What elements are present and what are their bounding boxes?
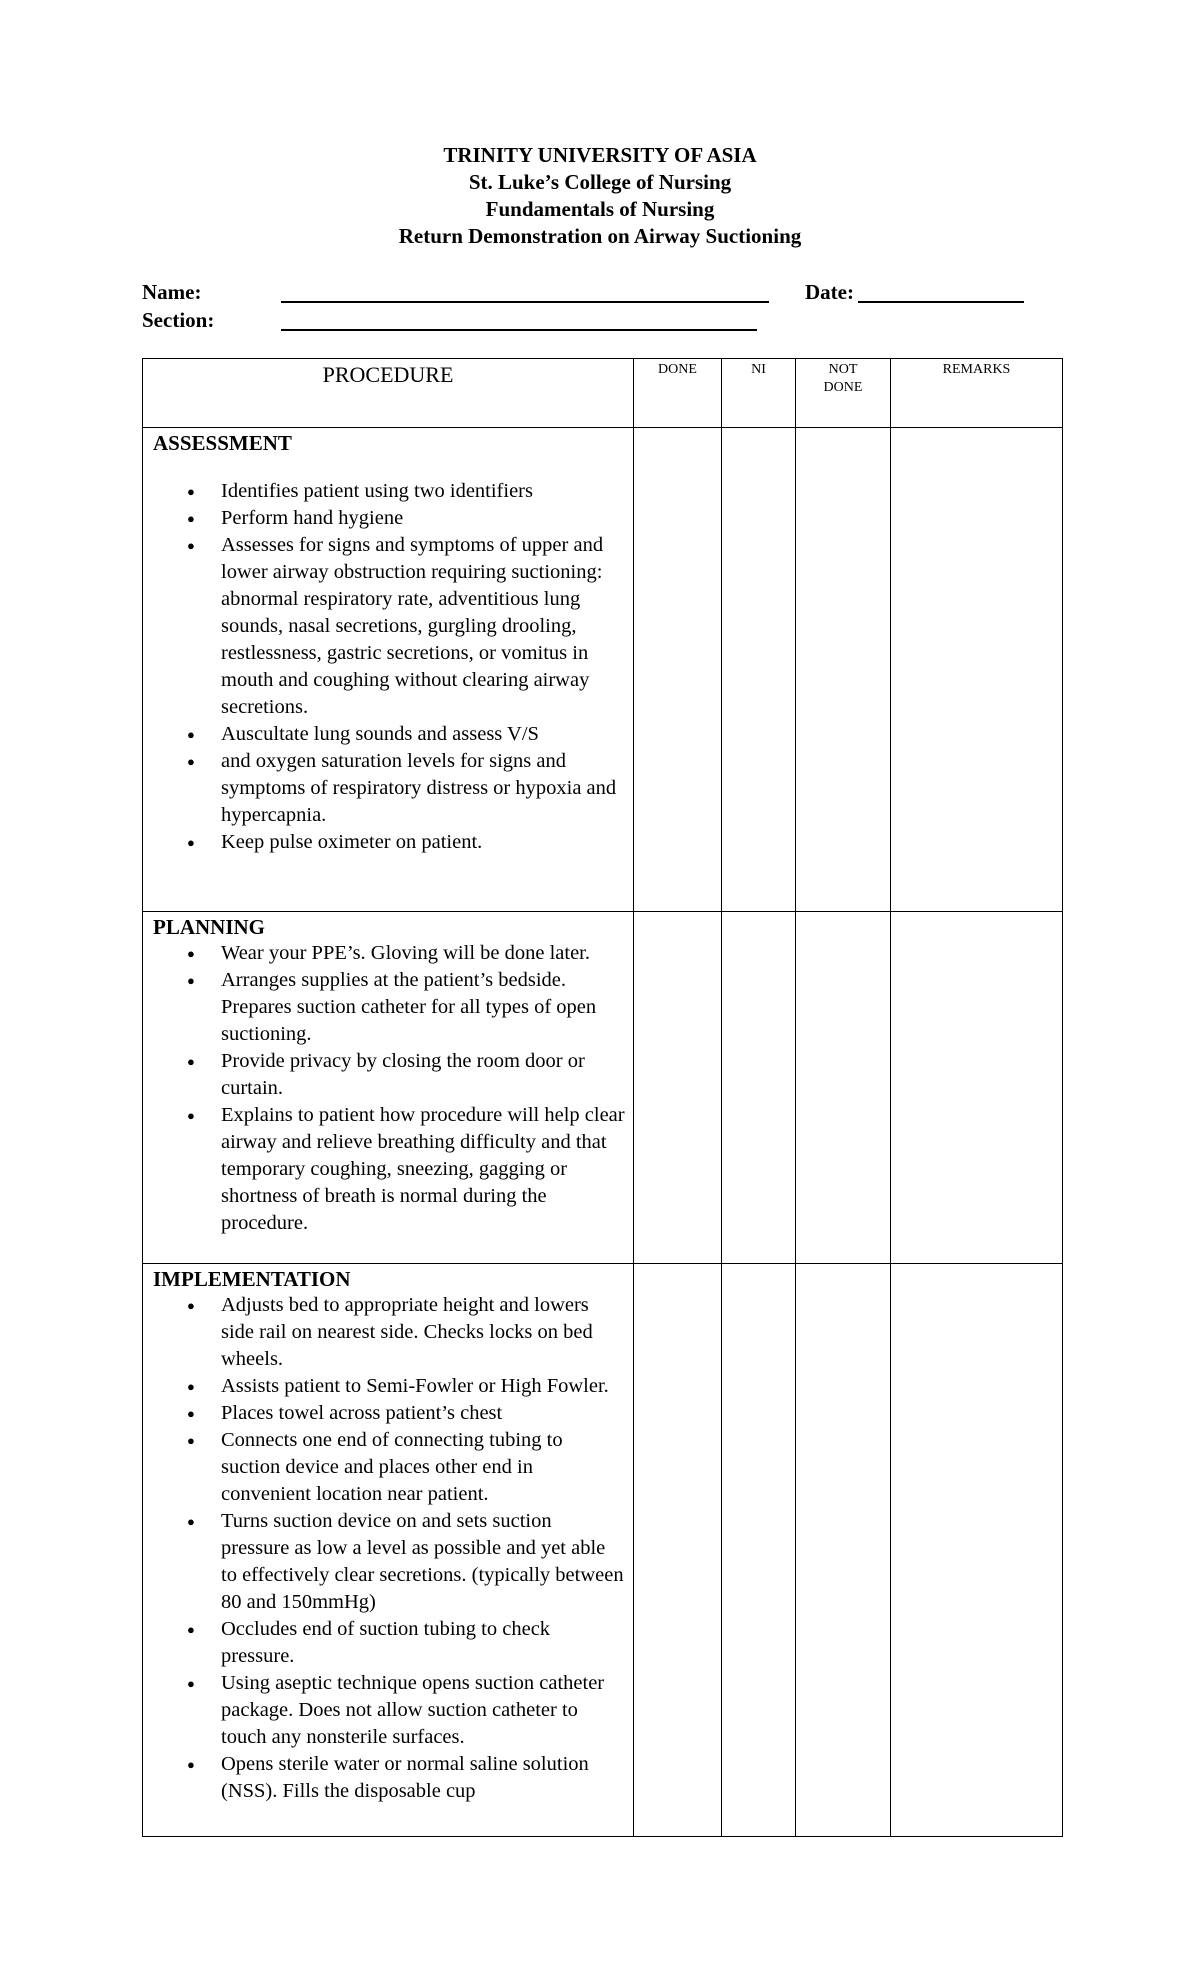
section-label: Section: (142, 308, 215, 332)
planning-list (153, 940, 625, 1237)
planning-cell (143, 912, 634, 1264)
implementation-ni-cell[interactable] (722, 1264, 796, 1837)
table-header-row (143, 359, 1063, 428)
name-field-line[interactable] (281, 301, 769, 303)
list-item: ● Places towel across patient’s chest (221, 1400, 625, 1427)
assessment-title: ASSESSMENT (153, 431, 292, 455)
implementation-title: IMPLEMENTATION (153, 1267, 351, 1291)
form-title: Return Demonstration on Airway Suctioning (398, 224, 802, 248)
planning-title: PLANNING (153, 915, 266, 939)
list-item: ● Arranges supplies at the patient’s bedside. Prepares suction catheter for all types of open suctioning. (221, 967, 625, 1048)
implementation-row (143, 1264, 1063, 1837)
ni-header: NI (722, 359, 796, 428)
list-item: ● Using aseptic technique opens suction catheter package. Does not allow suction catheter to touch any nonsterile surfaces. (221, 1670, 625, 1751)
planning-ni-cell[interactable] (722, 912, 796, 1264)
list-item: ● and oxygen saturation levels for signs and symptoms of respiratory distress or hypoxia and hypercapnia. (221, 748, 625, 829)
done-header: DONE (634, 359, 722, 428)
assessment-not-done-cell[interactable] (796, 428, 891, 912)
implementation-list (153, 1292, 625, 1805)
assessment-done-cell[interactable] (634, 428, 722, 912)
list-item: ● Assesses for signs and symptoms of upper and lower airway obstruction requiring suctioning: abnormal respiratory rate, adventitious lung sounds, nasal secretions, gurgling drooling, restlessness, gastric secretions, or vomitus in mouth and coughing without clearing airway secretions. (221, 532, 625, 721)
list-item: ● Provide privacy by closing the room door or curtain. (221, 1048, 625, 1102)
list-item: ● Identifies patient using two identifiers (221, 478, 625, 505)
list-item: ● Occludes end of suction tubing to check pressure. (221, 1616, 625, 1670)
list-item: ● Turns suction device on and sets suction pressure as low a level as possible and yet able to effectively clear secretions. (typically between 80 and 150mmHg) (221, 1508, 625, 1616)
planning-row (143, 912, 1063, 1264)
date-label: Date: (805, 280, 854, 304)
assessment-remarks-cell[interactable] (891, 428, 1063, 912)
course-name: Fundamentals of Nursing (485, 197, 715, 221)
planning-done-cell[interactable] (634, 912, 722, 1264)
planning-not-done-cell[interactable] (796, 912, 891, 1264)
assessment-cell (143, 428, 634, 912)
list-item: ● Opens sterile water or normal saline solution (NSS). Fills the disposable cup (221, 1751, 625, 1805)
college-name: St. Luke’s College of Nursing (468, 170, 732, 194)
list-item: ● Connects one end of connecting tubing to suction device and places other end in convenient location near patient. (221, 1427, 625, 1508)
list-item: ● Keep pulse oximeter on patient. (221, 829, 625, 856)
document-header (0, 142, 1200, 250)
implementation-cell (143, 1264, 634, 1837)
list-item: ● Auscultate lung sounds and assess V/S (221, 721, 625, 748)
assessment-row (143, 428, 1063, 912)
list-item: ● Assists patient to Semi-Fowler or High Fowler. (221, 1373, 625, 1400)
list-item: ● Wear your PPE’s. Gloving will be done later. (221, 940, 625, 967)
implementation-not-done-cell[interactable] (796, 1264, 891, 1837)
checklist-table (142, 358, 1063, 1837)
planning-remarks-cell[interactable] (891, 912, 1063, 1264)
assessment-list (153, 478, 625, 856)
remarks-header: REMARKS (891, 359, 1063, 428)
date-field-line[interactable] (858, 301, 1024, 303)
list-item: ● Perform hand hygiene (221, 505, 625, 532)
procedure-header: PROCEDURE (143, 359, 634, 428)
university-name: TRINITY UNIVERSITY OF ASIA (443, 143, 757, 167)
section-field-line[interactable] (281, 329, 757, 331)
not-done-header-line1: NOT (828, 362, 858, 377)
not-done-header (796, 359, 891, 428)
list-item: ● Adjusts bed to appropriate height and lowers side rail on nearest side. Checks locks on bed wheels. (221, 1292, 625, 1373)
list-item: ● Explains to patient how procedure will help clear airway and relieve breathing difficulty and that temporary coughing, sneezing, gagging or shortness of breath is normal during the procedure. (221, 1102, 625, 1237)
implementation-remarks-cell[interactable] (891, 1264, 1063, 1837)
implementation-done-cell[interactable] (634, 1264, 722, 1837)
assessment-ni-cell[interactable] (722, 428, 796, 912)
not-done-header-line2: DONE (823, 380, 863, 395)
name-label: Name: (142, 280, 202, 304)
